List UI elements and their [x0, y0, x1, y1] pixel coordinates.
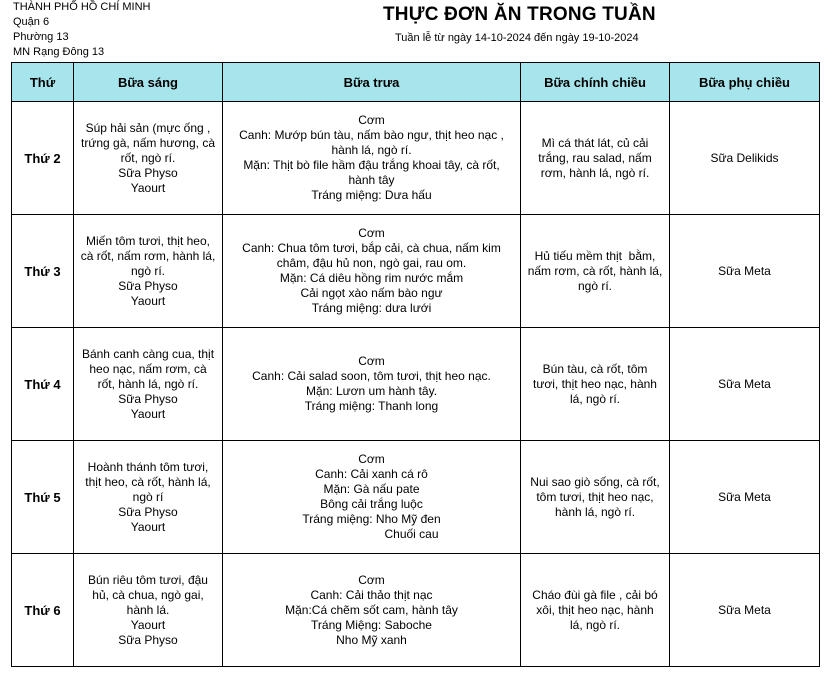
breakfast-cell: [74, 554, 223, 667]
menu-line: Canh: Mướp bún tàu, nấm bào ngư, thịt heo nạc ,: [239, 128, 504, 142]
menu-line: Yaourt: [130, 406, 166, 421]
table-row: [12, 215, 820, 328]
table-row: [12, 554, 820, 667]
table-header-row: [12, 63, 820, 102]
menu-line: hành lá, ngò rí.: [554, 504, 636, 519]
organization-header: [13, 0, 151, 60]
menu-line: Cơm: [358, 226, 385, 240]
menu-line: Hoành thánh tôm tươi,: [87, 459, 209, 474]
menu-line: Canh: Cải xanh cá rô: [315, 467, 428, 481]
afternoon-snack-cell: [670, 102, 820, 215]
menu-line: Mặn: Gà nấu pate: [323, 482, 420, 496]
menu-line: Sữa Delikids: [710, 150, 779, 165]
menu-line: nấm rơm, cà rốt, hành lá,: [527, 263, 663, 278]
menu-line: Bánh canh càng cua, thịt: [81, 346, 215, 361]
menu-line: Mặn: Cá diêu hồng rim nước mắm: [279, 271, 464, 285]
menu-line: Yaourt: [130, 617, 166, 632]
lunch-cell: [223, 554, 521, 667]
menu-line: Chuối cau: [304, 527, 439, 541]
menu-line: Tráng miệng: Thanh long: [304, 399, 439, 413]
lunch-cell: [223, 328, 521, 441]
lunch-cell: [223, 441, 521, 554]
day-cell: Thứ 5: [12, 441, 74, 554]
day-cell: Thứ 4: [12, 328, 74, 441]
col-header-day: Thứ: [12, 63, 74, 102]
menu-line: rốt, hành lá, ngò rí.: [97, 376, 199, 391]
menu-line: Canh: Cải thảo thịt nạc: [310, 587, 433, 602]
menu-line: Sữa Physo: [118, 504, 178, 519]
col-header-afternoon-main: Bữa chính chiều: [521, 63, 670, 102]
menu-line: heo nạc, nấm rơm, cà: [89, 361, 207, 376]
menu-line: Mặn: Thịt bò file hầm đậu trắng khoai tây, cà rốt,: [243, 158, 500, 172]
ward-name: Phường 13: [13, 31, 69, 43]
menu-line: Miến tôm tươi, thịt heo,: [86, 233, 210, 248]
menu-line: Cải ngọt xào nấm bào ngư: [300, 286, 443, 300]
menu-line: rơm, hành lá, ngò rí.: [540, 165, 650, 180]
menu-line: ngò rí.: [130, 263, 166, 278]
table-row: [12, 102, 820, 215]
menu-line: Bông cải trắng luộc: [320, 497, 423, 511]
weekly-menu-table: [11, 62, 820, 667]
menu-line: Nui sao giò sống, cà rốt,: [530, 474, 660, 489]
menu-line: hủ, cà chua, ngò gai,: [92, 587, 204, 602]
city-name: THÀNH PHỐ HỒ CHÍ MINH: [13, 1, 151, 13]
table-body: [12, 102, 820, 667]
menu-line: tôm tươi, thịt heo nạc,: [536, 489, 654, 504]
col-header-lunch: Bữa trưa: [223, 63, 521, 102]
menu-line: hành lá.: [126, 602, 170, 617]
menu-line: rốt, ngò rí.: [120, 150, 176, 165]
menu-line: Sữa Physo: [118, 165, 178, 180]
school-name: MN Rạng Đông 13: [13, 46, 105, 58]
menu-line: trứng gà, nấm hương, cà: [80, 135, 215, 150]
menu-line: Canh: Cải salad soon, tôm tươi, thịt heo nạc.: [252, 369, 491, 383]
menu-line: Cơm: [358, 113, 385, 127]
menu-line: Tráng miệng: dưa lưới: [311, 301, 432, 315]
menu-line: ngò rí.: [577, 278, 613, 293]
table-row: [12, 328, 820, 441]
menu-line: tươi, thịt heo nạc, hành: [533, 376, 657, 391]
menu-line: lá, ngò rí.: [569, 617, 621, 632]
menu-line: Sữa Meta: [718, 489, 771, 504]
menu-line: Nho Mỹ xanh: [336, 632, 407, 647]
menu-line: Cháo đùi gà file , cải bó: [532, 587, 658, 602]
menu-line: Sữa Physo: [118, 278, 178, 293]
menu-line: Cơm: [358, 572, 385, 587]
afternoon-main-cell: [521, 441, 670, 554]
menu-line: Tráng miệng: Dưa hấu: [311, 188, 432, 202]
menu-line: lá, ngò rí.: [569, 391, 621, 406]
menu-line: Sữa Meta: [718, 602, 771, 617]
menu-line: Mặn: Lươn um hành tây.: [305, 384, 438, 398]
breakfast-cell: [74, 215, 223, 328]
menu-line: Bún tàu, cà rốt, tôm: [542, 361, 648, 376]
lunch-cell: [223, 102, 521, 215]
menu-line: Hủ tiếu mềm thịt bằm,: [534, 248, 656, 263]
menu-line: hành tây: [348, 173, 395, 187]
menu-line: Sữa Physo: [118, 391, 178, 406]
menu-line: Bún riêu tôm tươi, đậu: [88, 572, 208, 587]
afternoon-main-cell: [521, 102, 670, 215]
menu-line: cà rốt, nấm rơm, hành lá,: [80, 248, 216, 263]
afternoon-snack-cell: [670, 441, 820, 554]
menu-line: Yaourt: [130, 519, 166, 534]
menu-line: trắng, rau salad, nấm: [538, 150, 652, 165]
menu-line: Súp hải sản (mực ống ,: [85, 120, 211, 135]
afternoon-main-cell: [521, 328, 670, 441]
col-header-breakfast: Bữa sáng: [74, 63, 223, 102]
menu-line: Sữa Physo: [118, 632, 178, 647]
menu-line: ngò rí: [132, 489, 164, 504]
menu-line: Canh: Chua tôm tươi, bắp cải, cà chua, nấm kim: [242, 241, 501, 255]
menu-line: Cơm: [358, 452, 385, 466]
afternoon-main-cell: [521, 554, 670, 667]
menu-line: hành lá, ngò rí.: [331, 143, 412, 157]
breakfast-cell: [74, 102, 223, 215]
menu-line: châm, đậu hủ non, ngò gai, rau om.: [276, 256, 467, 270]
menu-line: Mặn:Cá chẽm sốt cam, hành tây: [285, 602, 458, 617]
menu-line: Yaourt: [130, 180, 166, 195]
day-cell: Thứ 2: [12, 102, 74, 215]
day-cell: Thứ 6: [12, 554, 74, 667]
district-name: Quận 6: [13, 16, 50, 28]
menu-line: thịt heo, cà rốt, hành lá,: [85, 474, 211, 489]
menu-line: Mì cá thát lát, củ cải: [541, 135, 649, 150]
breakfast-cell: [74, 328, 223, 441]
menu-line: Sữa Meta: [718, 376, 771, 391]
col-header-afternoon-snack: Bữa phụ chiều: [670, 63, 820, 102]
table-row: [12, 441, 820, 554]
menu-line: Sữa Meta: [718, 263, 771, 278]
week-range: Tuần lễ từ ngày 14-10-2024 đến ngày 19-10-2024: [395, 32, 639, 44]
menu-line: xôi, thịt heo nạc, hành: [536, 602, 654, 617]
breakfast-cell: [74, 441, 223, 554]
afternoon-main-cell: [521, 215, 670, 328]
menu-line: Tráng miệng: Nho Mỹ đen: [302, 512, 441, 526]
menu-line: Tráng Miệng: Saboche: [311, 617, 432, 632]
afternoon-snack-cell: [670, 328, 820, 441]
lunch-cell: [223, 215, 521, 328]
afternoon-snack-cell: [670, 554, 820, 667]
afternoon-snack-cell: [670, 215, 820, 328]
menu-line: Yaourt: [130, 293, 166, 308]
menu-line: Cơm: [358, 354, 385, 368]
page-title: THỰC ĐƠN ĂN TRONG TUẦN: [383, 4, 656, 25]
day-cell: Thứ 3: [12, 215, 74, 328]
